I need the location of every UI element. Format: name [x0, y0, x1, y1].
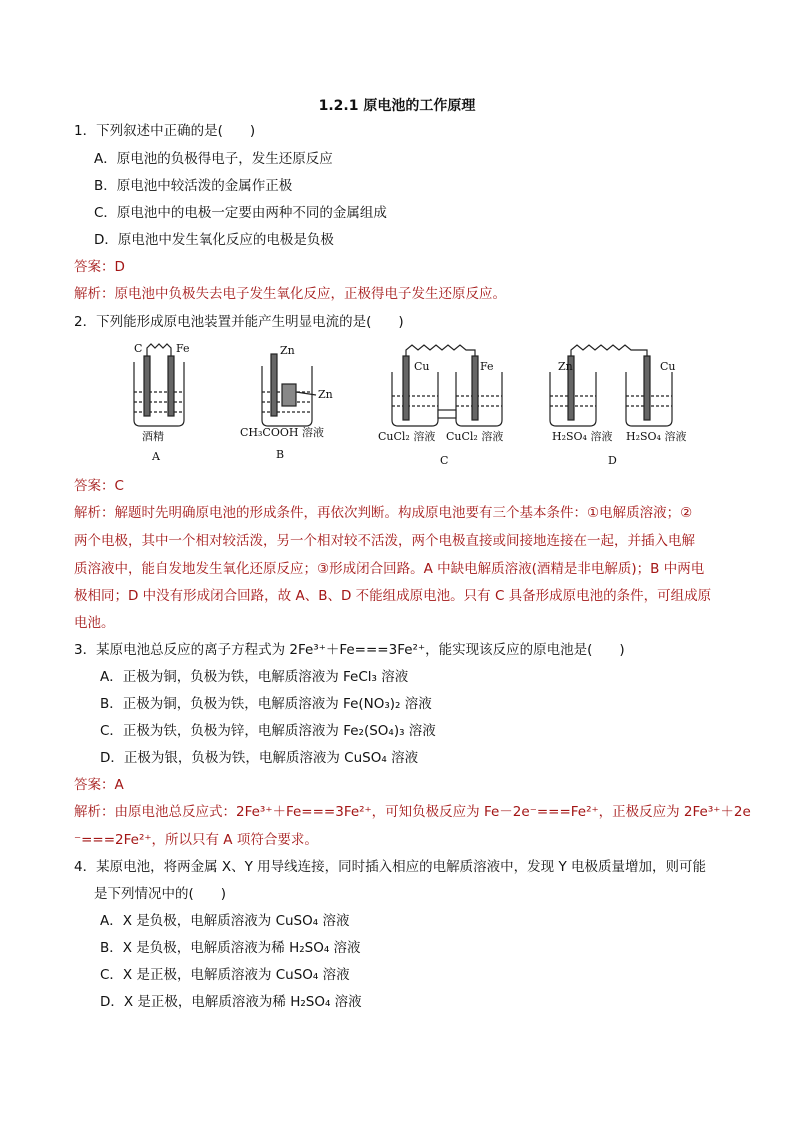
q1-stem: 1．下列叙述中正确的是( )	[74, 123, 256, 139]
q3-option-b: B．正极为铜，负极为铁，电解质溶液为 Fe(NO₃)₂ 溶液	[100, 696, 432, 712]
label-d-letter: D	[608, 454, 617, 467]
apparatus-c	[392, 345, 502, 426]
label-d-right: Cu	[660, 360, 676, 373]
label-c-right: Fe	[480, 360, 494, 373]
label-a-solution: 酒精	[142, 430, 164, 443]
q1-option-b: B．原电池中较活泼的金属作正极	[94, 178, 293, 194]
q2-explanation-2: 两个电极，其中一个相对较活泼，另一个相对较不活泼，两个电极直接或间接地连接在一起，并插入电解	[74, 533, 695, 549]
q2-explanation-5: 电池。	[74, 615, 115, 631]
label-b-letter: B	[276, 448, 285, 461]
q3-explanation-1: 解析：由原电池总反应式：2Fe³⁺＋Fe===3Fe²⁺，可知负极反应为 Fe－2e⁻===Fe²⁺，正极反应为 2Fe³⁺＋2e	[74, 804, 751, 820]
q1-answer: 答案：D	[74, 259, 125, 275]
q1-option-a: A．原电池的负极得电子，发生还原反应	[94, 151, 333, 167]
q2-explanation-3: 质溶液中，能自发地发生氧化还原反应；③形成闭合回路。A 中缺电解质溶液(酒精是非电解质)；B 中两电	[74, 561, 705, 577]
label-b-top: Zn	[280, 344, 295, 357]
apparatus-b	[262, 354, 316, 426]
q3-stem: 3．某原电池总反应的离子方程式为 2Fe³⁺＋Fe===3Fe²⁺，能实现该反应的原电池是( )	[74, 642, 625, 658]
q4-option-c: C．X 是正极，电解质溶液为 CuSO₄ 溶液	[100, 967, 350, 983]
q3-answer: 答案：A	[74, 777, 124, 793]
label-d-left: Zn	[558, 360, 573, 373]
q2-explanation-4: 极相同；D 中没有形成闭合回路，故 A、B、D 不能组成原电池。只有 C 具备形成原电池的条件，可组成原	[74, 588, 712, 604]
label-b-solution: CH₃COOH 溶液	[240, 426, 324, 439]
label-c-solution-left: CuCl₂ 溶液	[378, 430, 436, 443]
apparatus-d	[550, 345, 672, 426]
q2-answer: 答案：C	[74, 478, 124, 494]
q1-option-c: C．原电池中的电极一定要由两种不同的金属组成	[94, 205, 387, 221]
q2-explanation-1: 解析：解题时先明确原电池的形成条件，再依次判断。构成原电池要有三个基本条件：①电解质溶液；②	[74, 505, 693, 521]
q4-option-b: B．X 是负极，电解质溶液为稀 H₂SO₄ 溶液	[100, 940, 361, 956]
page-title: 1.2.1 原电池的工作原理	[318, 98, 476, 114]
label-d-solution-right: H₂SO₄ 溶液	[626, 430, 687, 443]
q4-option-d: D．X 是正极，电解质溶液为稀 H₂SO₄ 溶液	[100, 994, 362, 1010]
q1-option-d: D．原电池中发生氧化反应的电极是负极	[94, 232, 334, 248]
q4-option-a: A．X 是负极，电解质溶液为 CuSO₄ 溶液	[100, 913, 350, 929]
q1-explanation: 解析：原电池中负极失去电子发生氧化反应，正极得电子发生还原反应。	[74, 286, 506, 302]
q3-option-c: C．正极为铁，负极为锌，电解质溶液为 Fe₂(SO₄)₃ 溶液	[100, 723, 436, 739]
label-a-left: C	[134, 342, 143, 355]
q3-explanation-2: ⁻===2Fe²⁺，所以只有 A 项符合要求。	[74, 832, 318, 848]
label-b-side: Zn	[318, 388, 333, 401]
q2-apparatus-figure	[120, 340, 720, 470]
q3-option-a: A．正极为铜，负极为铁，电解质溶液为 FeCl₃ 溶液	[100, 669, 409, 685]
apparatus-a	[134, 344, 184, 426]
label-c-letter: C	[440, 454, 449, 467]
label-a-letter: A	[152, 450, 160, 463]
q2-stem: 2．下列能形成原电池装置并能产生明显电流的是( )	[74, 314, 404, 330]
label-d-solution-left: H₂SO₄ 溶液	[552, 430, 613, 443]
q4-stem-2: 是下列情况中的( )	[94, 886, 227, 902]
label-c-left: Cu	[414, 360, 430, 373]
q3-option-d: D．正极为银，负极为铁，电解质溶液为 CuSO₄ 溶液	[100, 750, 419, 766]
q4-stem-1: 4．某原电池，将两金属 X、Y 用导线连接，同时插入相应的电解质溶液中，发现 Y 电极质量增加，则可能	[74, 859, 706, 875]
label-a-right: Fe	[176, 342, 190, 355]
label-c-solution-right: CuCl₂ 溶液	[446, 430, 504, 443]
